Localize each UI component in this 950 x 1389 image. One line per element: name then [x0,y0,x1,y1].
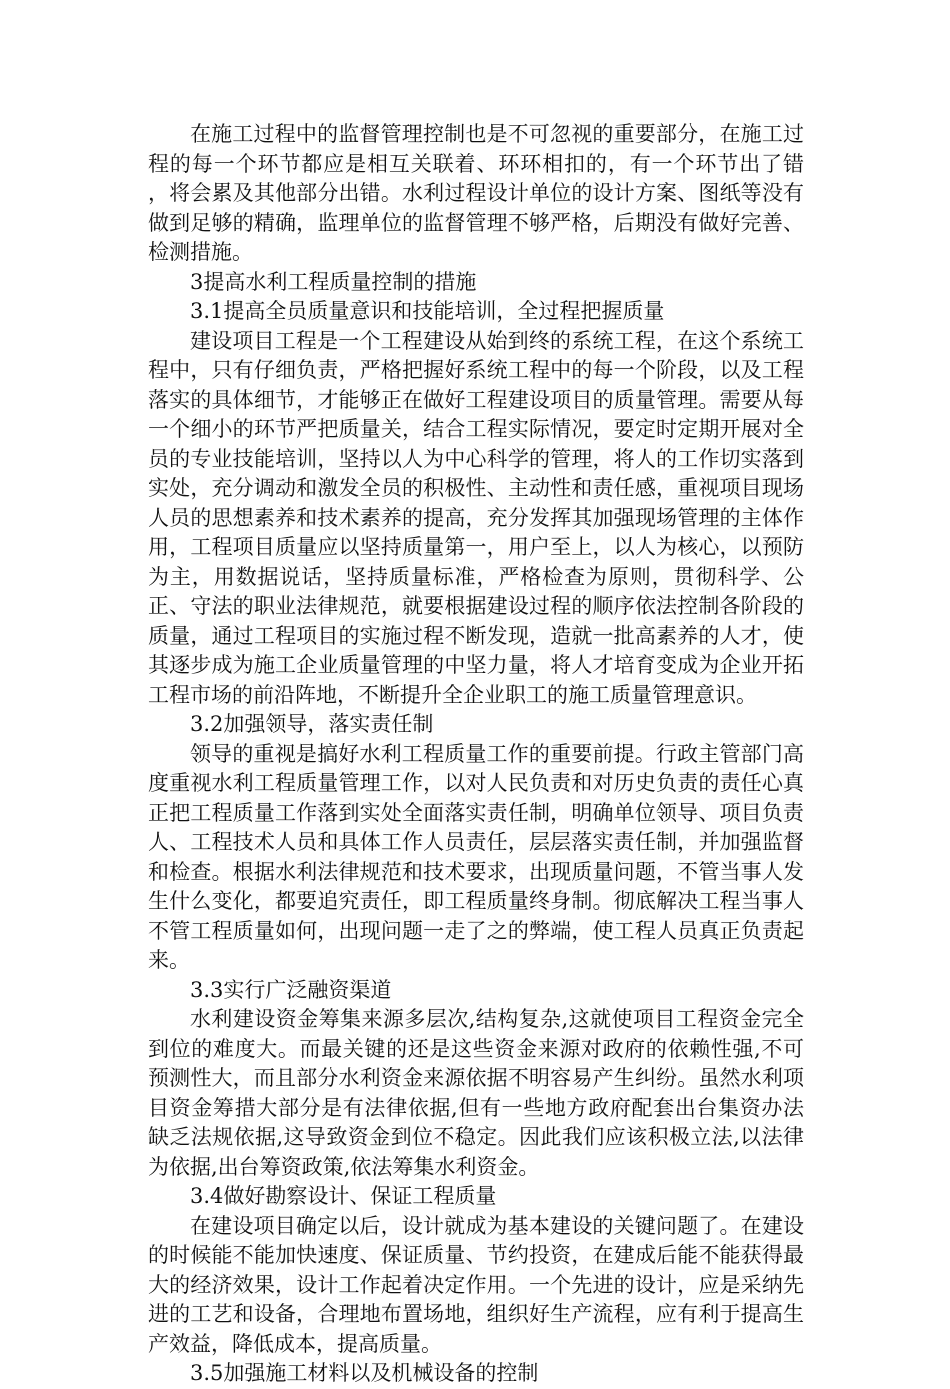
document-body [148,120,804,1389]
subsection-heading: 3.3实行广泛融资渠道 [190,977,392,1002]
subsection-heading: 3.4做好勘察设计、保证工程质量 [190,1184,497,1208]
body-paragraph: 在建设项目确定以后，设计就成为基本建设的关键问题了。在建设的时候能不能加快速度、保证质量、节约投资，在建成后能不能获得最大的经济效果，设计工作起着决定作用。一个先进的设计，应是采纳先进的工艺和设备，合理地布置场地，组织好生产流程，应有利于提高生产效益，降低成本，提高质量。 [148,1213,804,1356]
subsection-heading: 3.1提高全员质量意识和技能培训，全过程把握质量 [190,299,665,323]
subsection-heading: 3.2加强领导，落实责任制 [190,712,434,736]
subsection-heading: 3.5加强施工材料以及机械设备的控制 [190,1361,539,1385]
body-paragraph: 领导的重视是搞好水利工程质量工作的重要前提。行政主管部门高度重视水利工程质量管理工作，以对人民负责和对历史负责的责任心真正把工程质量工作落到实处全面落实责任制，明确单位领导、项目负责人、工程技术人员和具体工作人员责任，层层落实责任制，并加强监督和检查。根据水利法律规范和技术要求，出现质量问题，不管当事人发生什么变化，都要追究责任，即工程质量终身制。彻底解决工程当事人不管工程质量如何，出现问题一走了之的弊端，使工程人员真正负责起来。 [148,741,804,972]
body-paragraph: 水利建设资金筹集来源多层次,结构复杂,这就使项目工程资金完全到位的难度大。而最关键的还是这些资金来源对政府的依赖性强,不可预测性大，而且部分水利资金来源依据不明容易产生纠纷。虽然水利项目资金筹措大部分是有法律依据,但有一些地方政府配套出台集资办法缺乏法规依据,这导致资金到位不稳定。因此我们应该积极立法,以法律为依据,出台筹资政策,依法筹集水利资金。 [148,1007,804,1179]
section-heading: 3提高水利工程质量控制的措施 [190,269,477,294]
body-paragraph: 在施工过程中的监督管理控制也是不可忽视的重要部分，在施工过程的每一个环节都应是相互关联着、环环相扣的，有一个环节出了错 ，将会累及其他部分出错。水利过程设计单位的设计方案、图纸等没有做到足够的精确，监理单位的监督管理不够严格，后期没有做好完善、检测措施。 [148,122,804,264]
body-paragraph: 建设项目工程是一个工程建设从始到终的系统工程，在这个系统工程中，只有仔细负责，严格把握好系统工程中的每一个阶段，以及工程落实的具体细节，才能够正在做好工程建设项目的质量管理。需要从每一个细小的环节严把质量关，结合工程实际情况，要定时定期开展对全员的专业技能培训，坚持以人为中心科学的管理，将人的工作切实落到实处，充分调动和激发全员的积极性、主动性和责任感，重视项目现场人员的思想素养和技术素养的提高，充分发挥其加强现场管理的主体作用，工程项目质量应以坚持质量第一，用户至上，以人为核心，以预防为主，用数据说话，坚持质量标准，严格检查为原则，贯彻科学、公正、守法的职业法律规范，就要根据建设过程的顺序依法控制各阶段的质量，通过工程项目的实施过程不断发现，造就一批高素养的人才，使其逐步成为施工企业质量管理的中坚力量，将人才培育变成为企业开拓工程市场的前沿阵地，不断提升全企业职工的施工质量管理意识。 [148,328,804,707]
